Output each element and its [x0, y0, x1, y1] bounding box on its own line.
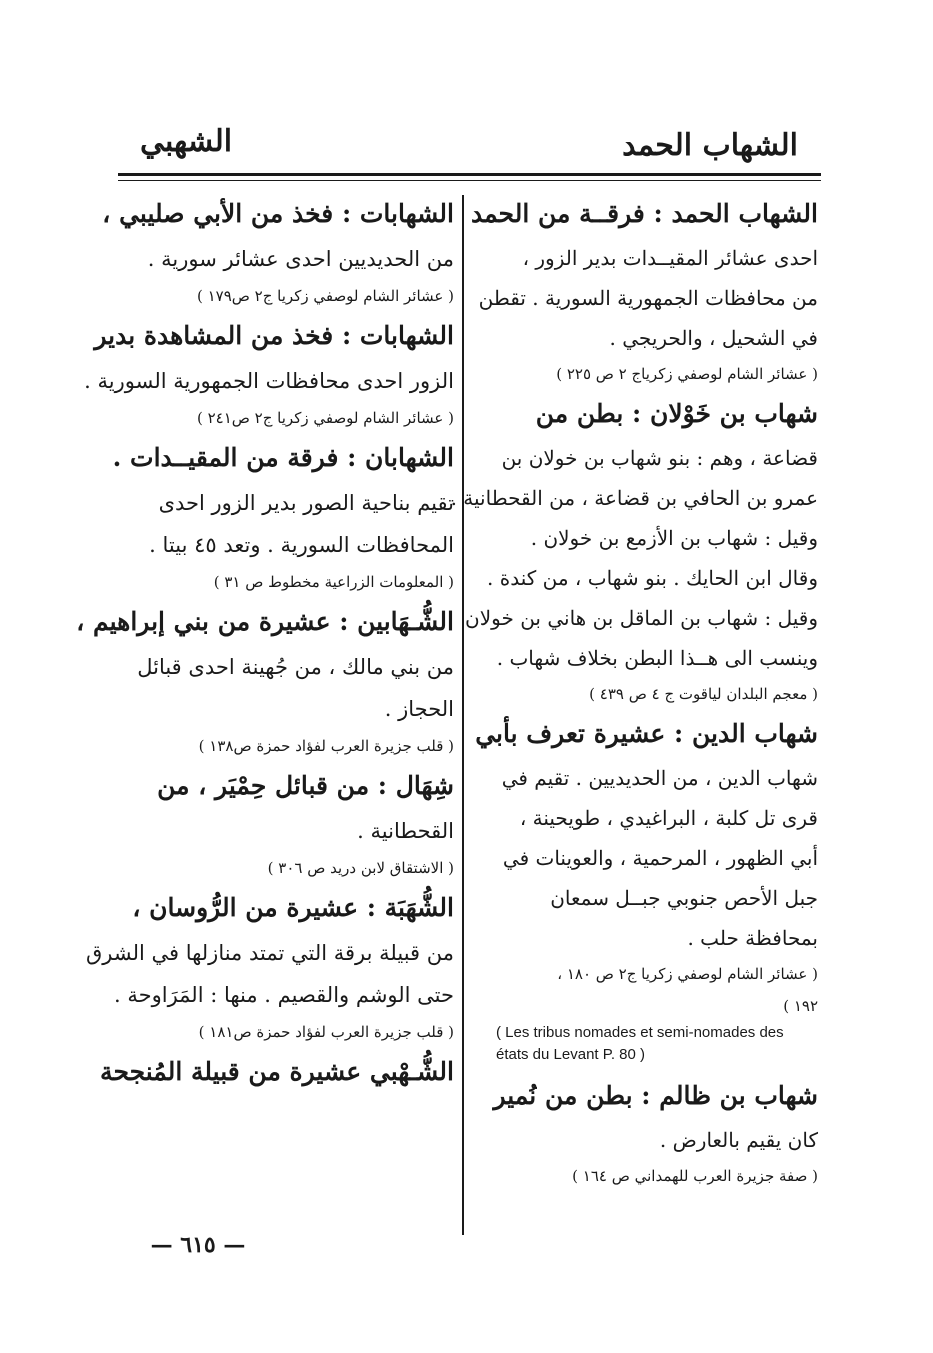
body-text-line: قرى تل كلبة ، البراغيدي ، طويحينة ، [519, 806, 818, 830]
entry-heading: شِهَال : من قبائل حِمْيَر ، من [157, 771, 454, 800]
running-head-right-title: الشهاب الحمد [622, 128, 798, 163]
latin-citation: ( Les tribus nomades et semi-nomades des états du Levant P. 80 ) [496, 1024, 784, 1063]
body-text-line: وقال ابن الحايك . بنو شهاب ، من كندة . [487, 566, 818, 590]
header-rule-thick [118, 173, 821, 176]
right-column [450, 190, 818, 1192]
body-text-line: الحجاز . [384, 697, 454, 721]
body-text-line: أبي الظهور ، المرحمية ، والعوينات في [502, 846, 818, 870]
body-text-line: المحافظات السورية . وتعد ٤٥ بيتا . [149, 533, 454, 557]
source-citation: ( المعلومات الزراعية مخطوط ص ٣١ ) [213, 573, 454, 591]
body-text-line: شهاب الدين ، من الحديديين . تقيم في [501, 766, 818, 790]
entry-heading: شهاب بن خَوْلان : بطن من [535, 399, 818, 428]
running-head-left-title: الشهبي [140, 124, 233, 159]
source-citation: ( عشائر الشام لوصفي زكرياج ٢ ص ٢٢٥ ) [556, 365, 818, 383]
body-text-line: من قبيلة برقة التي تمتد منازلها في الشرق [85, 941, 454, 965]
entry-heading: الشُّـهَابين : عشيرة من بني إبراهيم ، [76, 607, 454, 636]
body-text-line: من بني مالك ، من جُهينة احدى قبائل [137, 655, 454, 679]
body-text-line: عمرو بن الحافي بن قضاعة ، من القحطانية . [450, 486, 818, 510]
entry-heading: شهاب بن ظالم : بطن من نُمير [493, 1081, 818, 1110]
body-text-line: من الحديديين احدى عشائر سورية . [147, 247, 454, 271]
body-text-line: تقيم بناحية الصور بدير الزور احدى [158, 491, 454, 515]
source-citation: ( عشائر الشام لوصفي زكريا ج٢ ص ١٨٠ ، [557, 965, 818, 983]
entry-heading: الشهاب الحمد : فرقــة من الحمد [470, 199, 818, 228]
entry-heading: الشُّهَبَة : عشيرة من الرُّوسان ، [132, 893, 454, 922]
source-citation: ( قلب جزيرة العرب لفؤاد حمزة ص١٨١ ) [198, 1023, 454, 1041]
source-citation: ( عشائر الشام لوصفي زكريا ج٢ ص٢٤١ ) [196, 409, 454, 427]
source-citation: ( صفة جزيرة العرب للهمداني ص ١٦٤ ) [572, 1167, 818, 1185]
entry-heading: الشهابان : فرقة من المقيــدات . [112, 443, 454, 472]
source-citation: ( الاشتقاق لابن دريد ص ٣٠٦ ) [267, 859, 454, 877]
body-text-line: قضاعة ، وهم : بنو شهاب بن خولان بن [501, 446, 818, 470]
running-head [118, 120, 820, 170]
source-citation: ( معجم البلدان لياقوت ج ٤ ص ٤٣٩ ) [589, 685, 818, 703]
body-text-line: كان يقيم بالعارض . [659, 1128, 818, 1152]
body-text-line: القحطانية . [357, 819, 454, 843]
column-divider [462, 195, 464, 1235]
left-column [76, 190, 454, 1096]
body-text-line: بمحافظة حلب . [687, 926, 818, 950]
source-citation: ( عشائر الشام لوصفي زكريا ج٢ ص١٧٩ ) [196, 287, 454, 305]
body-text-line: جبل الأحص جنوبي جبــل سمعان [550, 886, 818, 910]
source-citation: ١٩٢ ) [783, 997, 818, 1015]
source-citation: ( قلب جزيرة العرب لفؤاد حمزة ص١٣٨ ) [198, 737, 454, 755]
body-text-line: الزور احدى محافظات الجمهورية السورية . [84, 369, 454, 393]
entry-heading: الشهابات : فخذ من الأبي صليبي ، [102, 199, 454, 228]
entry-heading: الشهابات : فخذ من المشاهدة بدير [94, 321, 454, 350]
entry-heading: شهاب الدين : عشيرة تعرف بأبي [475, 719, 818, 748]
page-number: — ٦١٥ — [150, 1232, 246, 1258]
body-text-line: وقيل : شهاب بن الماقل بن هاني بن خولان [465, 606, 818, 630]
body-text-line: وينسب الى هــذا البطن بخلاف شهاب . [496, 646, 818, 670]
entry-heading: الشُّـهْبي عشيرة من قبيلة المُنجحة [100, 1057, 454, 1086]
body-text-line: وقيل : شهاب بن الأزمع بن خولان . [530, 526, 818, 550]
body-text-line: حتى الوشم والقصيم . منها : المَرَاوحة . [114, 983, 454, 1007]
body-text-line: من محافظات الجمهورية السورية . تقطن [478, 286, 818, 310]
body-text-line: في الشحيل ، والحريجي . [609, 326, 818, 350]
header-rule-thin [118, 180, 821, 181]
body-text-line: احدى عشائر المقيــدات بدير الزور ، [522, 246, 818, 270]
